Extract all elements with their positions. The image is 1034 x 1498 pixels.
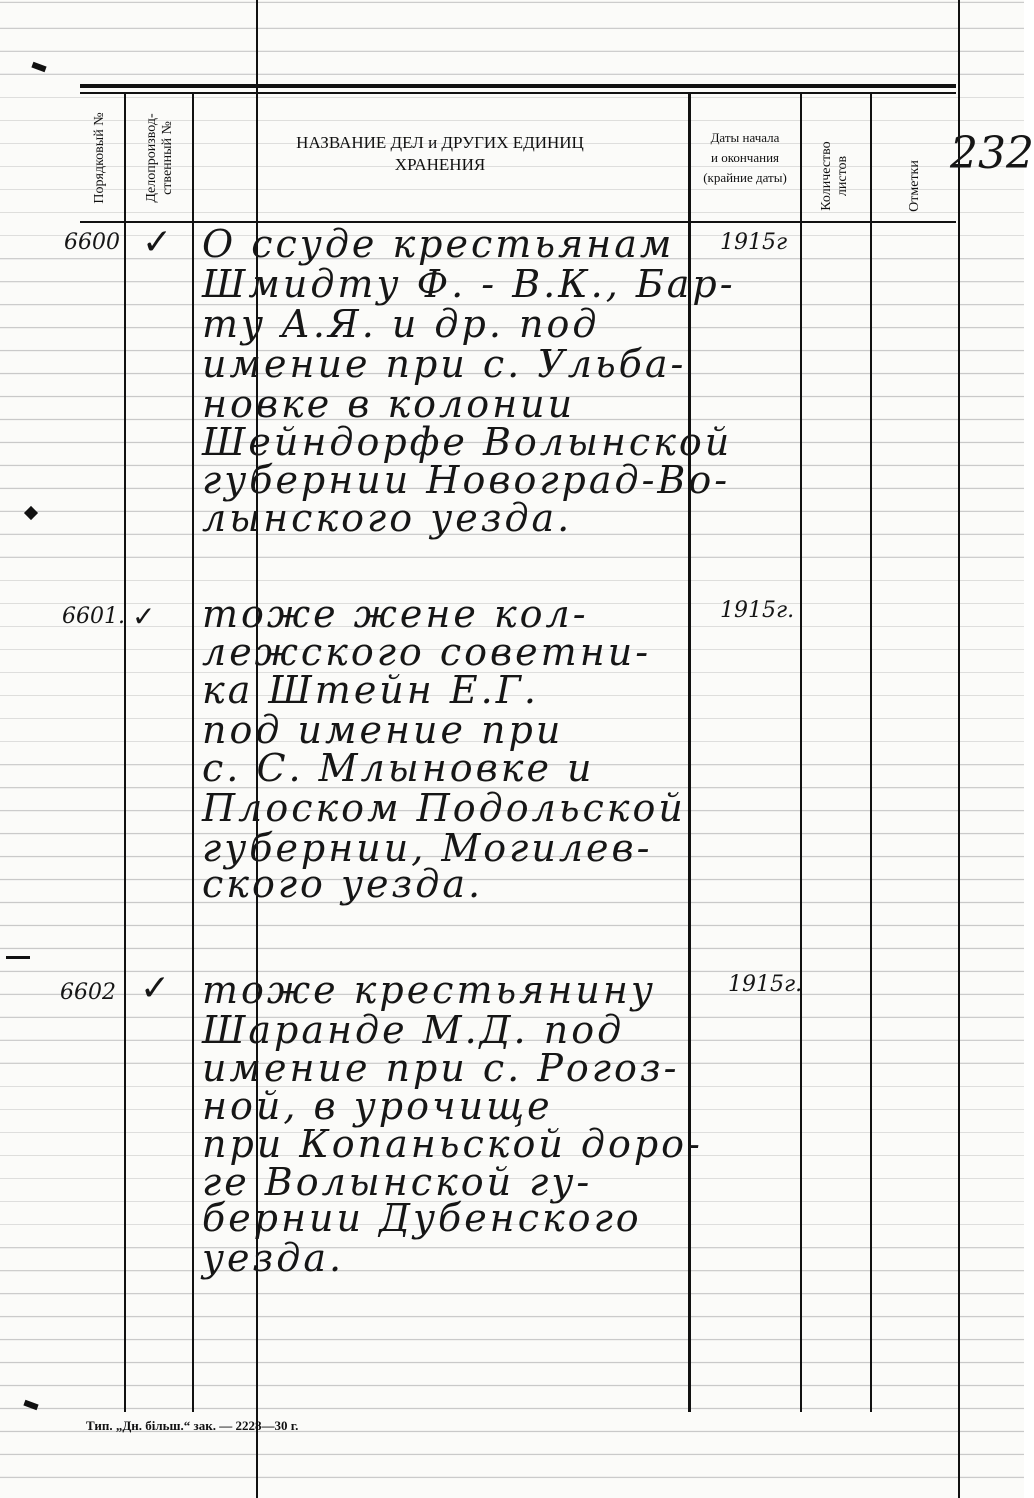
column-divider <box>192 92 194 1412</box>
col-header-title <box>256 132 624 176</box>
entry-date: 1915г. <box>728 972 803 997</box>
entry-text-line: ского уезда. <box>202 862 484 906</box>
entry-text-line: ге Волынской гу- <box>202 1160 593 1204</box>
page-number: 232 <box>950 128 1034 179</box>
check-mark: ✓ <box>142 222 173 263</box>
header-top-rule <box>80 84 956 88</box>
entry-text-line: Шаранде М.Д. под <box>202 1008 625 1052</box>
entry-text-line: ной, в урочище <box>202 1084 553 1128</box>
entry-text-line: Шейндорфе Волынской <box>202 420 733 464</box>
entry-number: 6600 <box>64 230 120 255</box>
margin-mark <box>31 62 46 72</box>
entry-text-line: при Копаньской доро- <box>202 1122 703 1166</box>
col-header-notes: Отметки <box>907 160 922 212</box>
col-header-office-line2: ственный № <box>160 121 175 195</box>
entry-text-line: новке в колонии <box>202 382 576 426</box>
entry-date: 1915г <box>720 230 788 255</box>
col-header-count-line1: Количество <box>819 141 834 211</box>
col-header-dates-line2: и окончания <box>710 150 780 165</box>
entry-text-line: О ссуде крестьянам <box>202 222 675 266</box>
printer-footer: Тип. „Дн. більш.“ зак. — 2228—30 г. <box>86 1418 299 1433</box>
entry-text-line: ту А.Я. и др. под <box>202 302 600 346</box>
col-header-office <box>144 98 176 218</box>
col-header-count-line2: листов <box>835 155 850 197</box>
col-header-title-line2: ХРАНЕНИЯ <box>394 155 486 174</box>
entry-text-line: с. С. Млыновке и <box>202 746 595 790</box>
column-divider <box>870 92 872 1412</box>
entry-number: 6601. <box>62 604 125 629</box>
entry-number: 6602 <box>60 980 116 1005</box>
entry-text-line: тоже жене кол- <box>202 592 589 636</box>
entry-text-line: лынского уезда. <box>202 496 573 540</box>
entry-text-line: бернии Дубенского <box>202 1196 642 1240</box>
col-header-office-line1: Делопроизвод- <box>144 113 159 203</box>
entry-text-line: под имение при <box>202 708 564 752</box>
column-divider <box>124 92 126 1412</box>
margin-mark <box>23 1400 38 1410</box>
entry-text-line: Плоском Подольской <box>202 786 686 830</box>
col-header-dates-line1: Даты начала <box>710 130 780 145</box>
margin-mark <box>24 506 38 520</box>
check-mark: ✓ <box>140 968 171 1009</box>
entry-text-line: губернии Новоград-Во- <box>202 458 731 502</box>
header-top-rule-2 <box>80 92 956 94</box>
col-header-dates <box>690 128 800 188</box>
entry-text-line: Шмидту Ф. - В.К., Бар- <box>202 262 736 306</box>
col-header-count <box>819 116 851 236</box>
col-header-ordinal: Порядковый № <box>92 112 107 204</box>
entry-text-line: губернии, Могилев- <box>202 826 653 870</box>
col-header-dates-line3: (крайние даты) <box>703 170 787 185</box>
column-divider <box>800 92 802 1412</box>
entry-text-line: тоже крестьянину <box>202 968 656 1012</box>
entry-text-line: имение при с. Ульба- <box>202 342 687 386</box>
entry-text-line: уезда. <box>202 1236 345 1280</box>
entry-text-line: имение при с. Рогоз- <box>202 1046 680 1090</box>
entry-date: 1915г. <box>720 598 795 623</box>
entry-text-line: лежского советни- <box>202 630 652 674</box>
col-header-title-line1: НАЗВАНИЕ ДЕЛ и ДРУГИХ ЕДИНИЦ <box>296 133 584 152</box>
column-divider <box>958 0 960 1498</box>
entry-text-line: ка Штейн Е.Г. <box>202 668 539 712</box>
check-mark: ✓ <box>132 600 156 633</box>
margin-mark <box>6 956 30 959</box>
